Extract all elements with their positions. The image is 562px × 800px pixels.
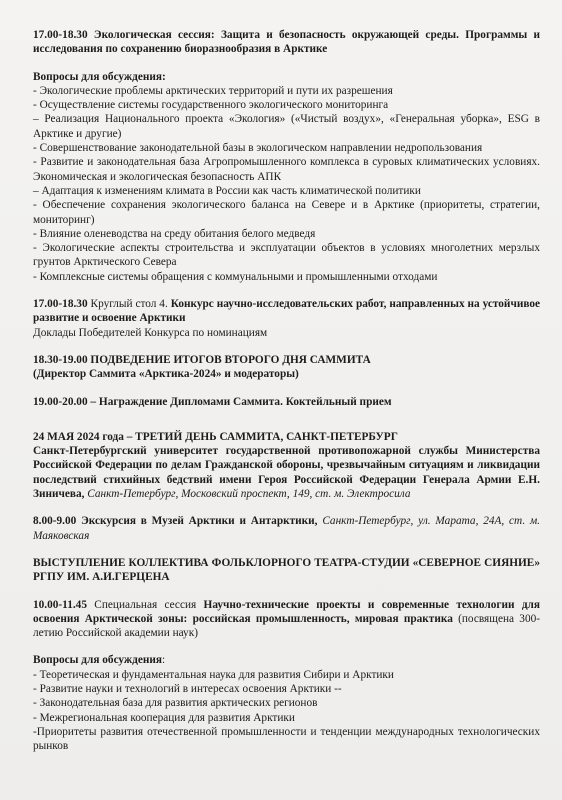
session-roundtable-prefix: Круглый стол 4. [90, 298, 168, 311]
awards [33, 395, 540, 409]
excursion-address: Санкт-Петербург, ул. Марата, 24А, ст. м. Маяковская [33, 515, 540, 542]
session-roundtable-title: Конкурс научно-исследовательских работ, направленных на устойчивое развитие и освоение Арктики [33, 298, 541, 325]
performance [33, 556, 540, 585]
list-item: - Комплексные системы обращения с коммунальными и промышленными отходами [33, 270, 438, 283]
awards-line [33, 395, 540, 409]
list-item: - Осуществление системы государственного экологического мониторинга [33, 99, 389, 112]
day-three-venue-name: Санкт-Петербургский университет государственной противопожарной службы Министерства Российской Федерации по делам Гражданской обороны, чрезвычайным ситуациям и ликвидации последствий стихийных бедствий имени Героя Российской Федерации Генерала Армии Е.Н. Зиничева, [33, 445, 540, 501]
session-roundtable [33, 297, 540, 340]
day-three-heading: 24 МАЯ 2024 года – ТРЕТИЙ ДЕНЬ САММИТА, САНКТ-ПЕТЕРБУРГ [33, 430, 398, 443]
day-three-address: Санкт-Петербург, Московский проспект, 149, ст. м. Электросила [84, 488, 411, 501]
session-ecology-title: Экологическая сессия: Защита и безопасность окружающей среды. Программы и исследования по сохранению биоразнообразия в Арктике [33, 29, 541, 56]
session-technology-title: Научно-технические проекты и современные технологии для освоения Арктической зоны: российская промышленность, мировая практика [33, 598, 540, 625]
session-ecology-questions-label: Вопросы для обсуждения: [33, 70, 166, 83]
session-ecology-heading [33, 28, 540, 57]
list-item: - Влияние оленеводства на среду обитания белого медведя [33, 227, 316, 240]
session-roundtable-note: Доклады Победителей Конкурса по номинациям [33, 326, 268, 339]
day-summary [33, 353, 540, 382]
list-item: – Реализация Национального проекта «Экология» («Чистый воздух», «Генеральная уборка», ESG в Арктике и другие) [33, 113, 540, 140]
list-item: - Совершенствование законодательной базы в экологическом направлении недропользования [33, 142, 483, 155]
session-roundtable-time: 17.00-18.30 [33, 298, 88, 311]
session-technology-heading [33, 598, 540, 641]
day-summary-subtitle: (Директор Саммита «Арктика-2024» и модераторы) [33, 368, 299, 381]
session-technology-questions-label: Вопросы для обсуждения: [33, 654, 166, 667]
day-three [33, 430, 540, 501]
excursion-text: Экскурсия в Музей Арктики и Антарктики, [76, 515, 318, 528]
list-item: - Экологические аспекты строительства и эксплуатации объектов в условиях многолетних мерзлых грунтов Арктического Севера [33, 242, 540, 269]
list-item: - Обеспечение сохранения экологического баланса на Севере и в Арктике (приоритеты, стратегии, мониторинг) [33, 199, 540, 226]
excursion [33, 514, 540, 543]
list-item: - Развитие и законодательная база Агропромышленного комплекса в суровых климатических условиях. Экономическая и экологическая безопасность АПК [33, 156, 540, 183]
list-item: – Адаптация к изменениям климата в России как часть климатической политики [33, 184, 421, 197]
session-ecology-time: 17.00-18.30 [33, 29, 88, 41]
list-item: - Межрегиональная кооперация для развития Арктики [33, 711, 295, 724]
session-ecology [33, 28, 540, 284]
excursion-line [33, 514, 540, 543]
list-item: - Законодательная база для развития арктических регионов [33, 697, 318, 710]
excursion-time: 8.00-9.00 [33, 515, 77, 528]
list-item: - Теоретическая и фундаментальная наука для развития Сибири и Арктики [33, 668, 394, 681]
list-item: - Развитие науки и технологий в интересах освоения Арктики -- [33, 682, 342, 695]
list-item: -Приоритеты развития отечественной промышленности и тенденции международных технологических рынков [33, 725, 540, 753]
awards-text: – Награждение Дипломами Саммита. Коктейльный прием [87, 395, 392, 408]
session-technology-prefix: Специальная сессия [86, 598, 204, 611]
session-technology-time: 10.00-11.45 [33, 598, 87, 611]
session-technology [33, 598, 540, 754]
awards-time: 19.00-20.00 [33, 395, 88, 408]
day-three-venue [33, 444, 540, 501]
day-summary-title: 18.30-19.00 ПОДВЕДЕНИЕ ИТОГОВ ВТОРОГО ДНЯ САММИТА [33, 353, 371, 366]
performance-text: ВЫСТУПЛЕНИЕ КОЛЛЕКТИВА ФОЛЬКЛОРНОГО ТЕАТРА-СТУДИИ «СЕВЕРНОЕ СИЯНИЕ» РГПУ ИМ. А.И.ГЕРЦЕНА [33, 556, 540, 584]
list-item: - Экологические проблемы арктических территорий и пути их разрешения [33, 84, 393, 97]
session-technology-note: (посвящена 300-летию Российской академии наук) [33, 612, 540, 640]
session-roundtable-heading [33, 297, 540, 326]
